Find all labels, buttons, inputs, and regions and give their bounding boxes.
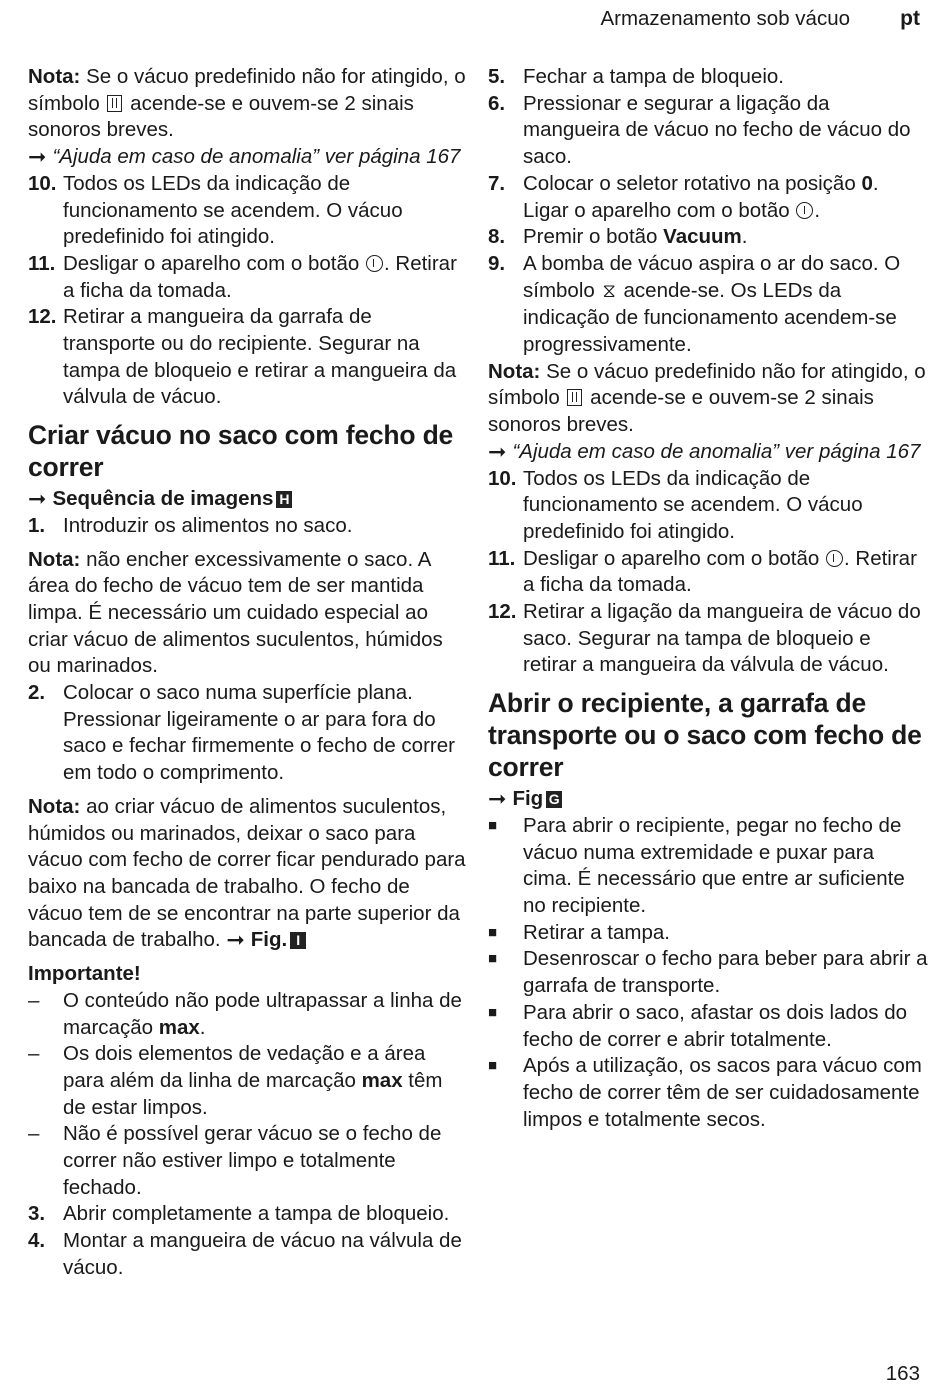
vacuum-error-icon: [567, 389, 582, 406]
language-code: pt: [900, 7, 920, 30]
step-6: 6. Pressionar e segurar a ligação da mangueira de vácuo no fecho de vácuo do saco.: [488, 91, 911, 169]
section-heading-open-container: Abrir o recipiente, a garrafa de transporte ou o saco com fecho de correr: [488, 688, 922, 783]
figure-label-h: H: [276, 491, 292, 508]
step-8: 8. Premir o botão Vacuum.: [488, 225, 748, 249]
cross-reference: ➞ “Ajuda em caso de anomalia” ver página 167: [28, 144, 461, 170]
step-11: 11. Desligar o aparelho com o botão . Retirar a ficha da tomada.: [488, 546, 917, 597]
step-9: 9. A bomba de vácuo aspira o ar do saco. O símbolo ⧖ acende-se. Os LEDs da indicação de funcionamento acendem-se progressivamente.: [488, 251, 901, 357]
section-title: Armazenamento sob vácuo: [600, 7, 850, 30]
figure-label-g: G: [546, 791, 562, 808]
note-vacuum-not-reached: Nota: Se o vácuo predefinido não for atingido, o símbolo acende-se e ouvem-se 2 sinais sonoros breves.: [488, 359, 926, 437]
arrow-right-icon: ➞: [488, 786, 507, 812]
dash-item: – O conteúdo não pode ultrapassar a linha de marcação max.: [28, 988, 462, 1039]
arrow-right-icon: ➞: [28, 144, 47, 170]
arrow-right-icon: ➞: [226, 927, 245, 953]
step-2: 2. Colocar o saco numa superfície plana. Pressionar ligeiramente o ar para fora do saco e fechar firmemente o fecho de correr em todo o comprimento.: [28, 681, 455, 785]
step-10: 10. Todos os LEDs da indicação de funcionamento se acendem. O vácuo predefinido foi atingido.: [28, 171, 403, 249]
step-1: 1. Introduzir os alimentos no saco.: [28, 513, 353, 537]
bullet-item: ■ Desenroscar o fecho para beber para abrir a garrafa de transporte.: [488, 947, 928, 998]
power-button-icon: [366, 255, 383, 272]
vacuum-error-icon: [107, 95, 122, 112]
note-juicy-foods: Nota: ao criar vácuo de alimentos suculentos, húmidos ou marinados, deixar o saco para vácuo com fecho de correr ficar pendurado para baixo na bancada de trabalho. O fecho de vácuo tem de se encontrar na parte superior da bancada de trabalho. ➞ Fig. I: [28, 794, 466, 953]
bullet-item: ■ Para abrir o saco, afastar os dois lados do fecho de correr e abrir totalmente.: [488, 1000, 908, 1051]
figure-ref: ➞ Fig G: [488, 786, 928, 813]
arrow-right-icon: ➞: [28, 486, 47, 512]
image-sequence-ref: ➞ Sequência de imagens H: [28, 486, 468, 513]
power-button-icon: [826, 550, 843, 567]
important-label: Importante!: [28, 962, 141, 986]
dash-item: – Os dois elementos de vedação e a área para além da linha de marcação max têm de estar limpos.: [28, 1042, 443, 1119]
step-11: 11. Desligar o aparelho com o botão . Retirar a ficha da tomada.: [28, 251, 457, 302]
note-do-not-overfill: Nota: não encher excessivamente o saco. A área do fecho de vácuo tem de ser mantida limpa. É necessário um cuidado especial ao criar vácuo de alimentos suculentos, húmidos ou marinados.: [28, 547, 443, 678]
left-column: [28, 64, 468, 1282]
section-heading-zipper-bag: Criar vácuo no saco com fecho de correr: [28, 420, 454, 483]
step-3: 3. Abrir completamente a tampa de bloqueio.: [28, 1202, 450, 1226]
dash-item: – Não é possível gerar vácuo se o fecho de correr não estiver limpo e totalmente fechado.: [28, 1122, 442, 1199]
step-4: 4. Montar a mangueira de vácuo na válvula de vácuo.: [28, 1229, 462, 1279]
bullet-item: ■ Para abrir o recipiente, pegar no fecho de vácuo numa extremidade e puxar para cima. É necessário que entre ar suficiente no recipiente.: [488, 813, 905, 917]
bullet-item: ■ Retirar a tampa.: [488, 920, 670, 944]
vacuum-pump-icon: ⧖: [602, 280, 616, 302]
page-number: 163: [885, 1362, 920, 1386]
bullet-item: ■ Após a utilização, os sacos para vácuo com fecho de correr têm de ser cuidadosamente limpos e totalmente secos.: [488, 1054, 922, 1131]
figure-label-i: I: [290, 932, 306, 949]
arrow-right-icon: ➞: [488, 438, 507, 464]
right-column: [488, 64, 928, 1133]
step-7: 7. Colocar o seletor rotativo na posição 0. Ligar o aparelho com o botão .: [488, 171, 879, 222]
power-button-icon: [796, 202, 813, 219]
step-12: 12. Retirar a mangueira da garrafa de transporte ou do recipiente. Segurar na tampa de bloqueio e retirar a mangueira da válvula de vácuo.: [28, 305, 457, 409]
cross-reference: ➞ “Ajuda em caso de anomalia” ver página 167: [488, 438, 921, 464]
step-10: 10. Todos os LEDs da indicação de funcionamento se acendem. O vácuo predefinido foi atingido.: [488, 466, 863, 543]
page-header: [0, 6, 950, 34]
step-12: 12. Retirar a ligação da mangueira de vácuo do saco. Segurar na tampa de bloqueio e retirar a mangueira da válvula de vácuo.: [488, 600, 921, 677]
step-5: 5. Fechar a tampa de bloqueio.: [488, 65, 784, 88]
note-vacuum-not-reached: Nota: Se o vácuo predefinido não for atingido, o símbolo acende-se e ouvem-se 2 sinais sonoros breves.: [28, 65, 466, 142]
